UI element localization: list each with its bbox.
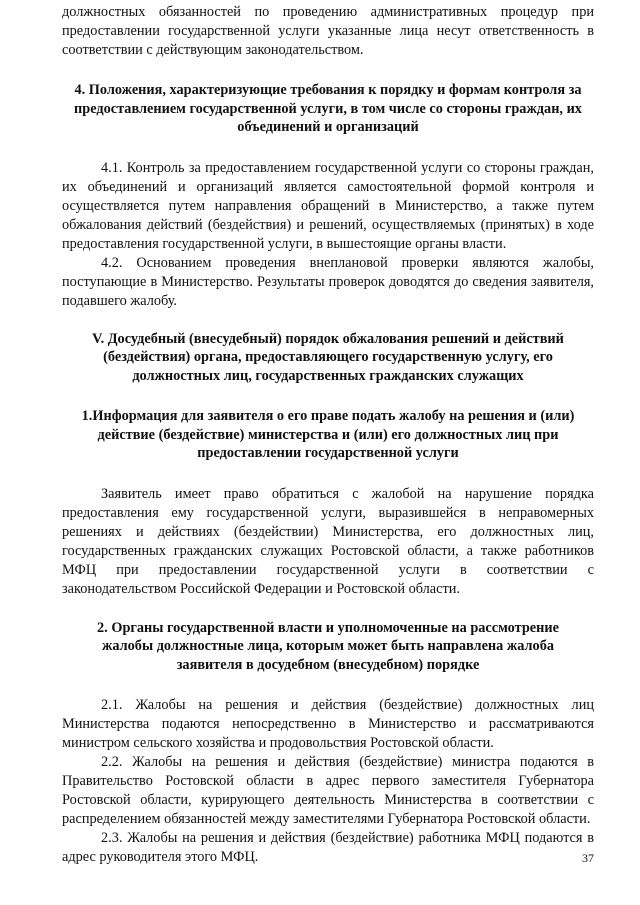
paragraph-continuation: должностных обязанностей по проведению административных процедур при предоставлении государственной услуги указанные лица несут ответственность в соответствии с действующим законодательством. <box>62 4 594 58</box>
paragraph-2-2: 2.2. Жалобы на решения и действия (бездействие) министра подаются в Правительство Ростовской области в адрес первого заместителя Губернатора Ростовской области, курирующего деятельность Министерства в соответствии с распределением обязанностей между заместителями Губернатора Ростовской области. <box>62 754 594 827</box>
subsection-5-2-heading: 2. Органы государственной власти и уполномоченные на рассмотрение жалобы должностные лица, которым может быть направлена жалоба заявителя в досудебном (внесудебном) порядке <box>97 619 559 673</box>
paragraph-2-1: 2.1. Жалобы на решения и действия (бездействие) должностных лиц Министерства подаются непосредственно в Министерство и рассматриваются министром сельского хозяйства и продовольствия Ростовской области. <box>62 697 594 751</box>
document-body <box>62 3 594 867</box>
paragraph-4-2: 4.2. Основанием проведения внеплановой проверки являются жалобы, поступающие в Министерство. Результаты проверок доводятся до сведения заявителя, подавшего жалобу. <box>62 254 594 309</box>
paragraph-5-1: Заявитель имеет право обратиться с жалобой на нарушение порядка предоставления ему государственной услуги, выразившейся в неправомерных решениях и действиях (бездействии) Министерства, его должностных лиц, государственных гражданских служащих Ростовской области, а также работников МФЦ при предоставлении государственной услуги в соответствии с законодательством Российской Федерации и Ростовской области. <box>62 485 594 597</box>
paragraph-2-3: 2.3. Жалобы на решения и действия (бездействие) работника МФЦ подаются в адрес руководителя этого МФЦ. <box>62 830 594 865</box>
section-5-heading: V. Досудебный (внесудебный) порядок обжалования решений и действий (бездействия) органа, предоставляющего государственную услугу, его должностных лиц, государственных гражданских служащих <box>92 330 564 384</box>
paragraph-4-1: 4.1. Контроль за предоставлением государственной услуги со стороны граждан, их объединений и организаций является самостоятельной формой контроля и осуществляется путем направления обращений в Министерство, а также путем обжалования действий (бездействия) и решений, осуществляемых (принятых) в ходе предоставления государственной услуги, в вышестоящие органы власти. <box>62 159 594 252</box>
section-4-heading: 4. Положения, характеризующие требования к порядку и формам контроля за предоставлением государственной услуги, в том числе со стороны граждан, их объединений и организаций <box>74 82 582 135</box>
subsection-5-1-heading: 1.Информация для заявителя о его праве подать жалобу на решения и (или) действие (бездействие) министерства и (или) его должностных лиц при предоставлении государственной услуги <box>81 408 575 461</box>
page-number: 37 <box>582 851 594 865</box>
